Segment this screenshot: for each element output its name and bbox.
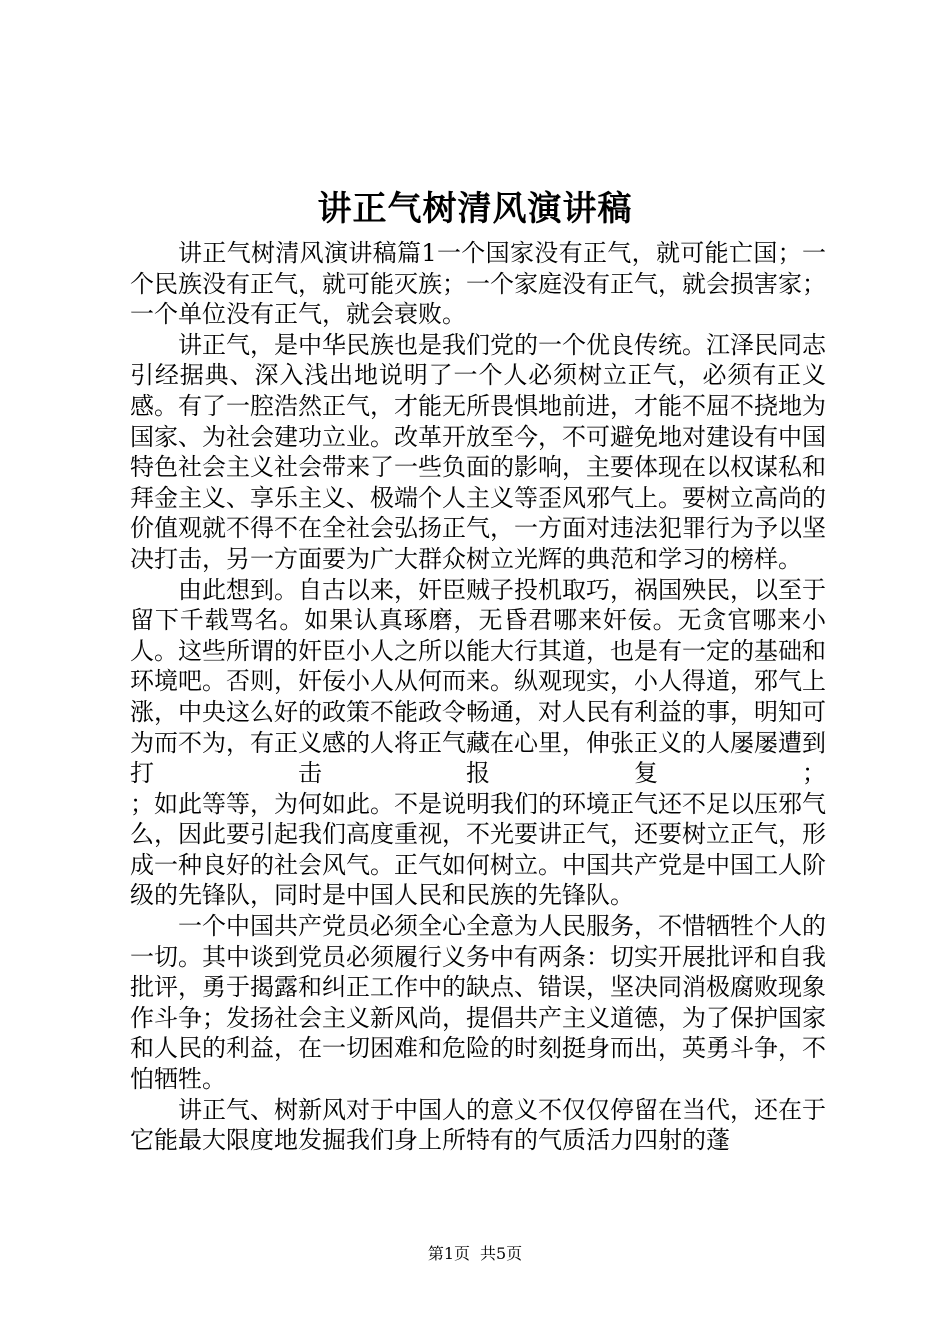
paragraph: 由此想到。自古以来，奸臣贼子投机取巧，祸国殃民，以至于留下千载骂名。如果认真琢磨，无昏君哪来奸佞。无贪官哪来小人。这些所谓的奸臣小人之所以能大行其道，也是有一定的基础和环境吧。否则，奸佞小人从何而来。纵观现实，小人得道，邪气上涨，中央这么好的政策不能政令畅通，对人民有利益的事，明知可为而不为，有正义感的人将正气藏在心里，伸张正义的人屡屡遭到打击报复； (130, 575, 826, 788)
document-title: 讲正气树清风演讲稿 (317, 189, 633, 229)
document-body (130, 238, 826, 1156)
page-number: 第1页 (427, 1244, 470, 1263)
page-footer (0, 1243, 950, 1265)
paragraph: 讲正气，是中华民族也是我们党的一个优良传统。江泽民同志引经据典、深入浅出地说明了一个人必须树立正气，必须有正义感。有了一腔浩然正气，才能无所畏惧地前进，才能不屈不挠地为国家、为社会建功立业。改革开放至今，不可避免地对建设有中国特色社会主义社会带来了一些负面的影响，主要体现在以权谋私和拜金主义、享乐主义、极端个人主义等歪风邪气上。要树立高尚的价值观就不得不在全社会弘扬正气，一方面对违法犯罪行为予以坚决打击，另一方面要为广大群众树立光辉的典范和学习的榜样。 (130, 330, 826, 573)
page-total: 共5页 (480, 1244, 523, 1263)
paragraph: 一个中国共产党员必须全心全意为人民服务，不惜牺牲个人的一切。其中谈到党员必须履行义务中有两条：切实开展批评和自我批评，勇于揭露和纠正工作中的缺点、错误，坚决同消极腐败现象作斗争；发扬社会主义新风尚，提倡共产主义道德，为了保护国家和人民的利益，在一切困难和危险的时刻挺身而出，英勇斗争，不怕牺牲。 (130, 912, 826, 1094)
paragraph: 讲正气、树新风对于中国人的意义不仅仅停留在当代，还在于它能最大限度地发掘我们身上所特有的气质活力四射的蓬 (130, 1095, 826, 1155)
paragraph: ；如此等等，为何如此。不是说明我们的环境正气还不足以压邪气么，因此要引起我们高度重视，不光要讲正气，还要树立正气，形成一种良好的社会风气。正气如何树立。中国共产党是中国工人阶级的先锋队，同时是中国人民和民族的先锋队。 (130, 789, 826, 910)
paragraph: 讲正气树清风演讲稿篇1一个国家没有正气，就可能亡国；一个民族没有正气，就可能灭族；一个家庭没有正气，就会损害家；一个单位没有正气，就会衰败。 (130, 239, 826, 329)
